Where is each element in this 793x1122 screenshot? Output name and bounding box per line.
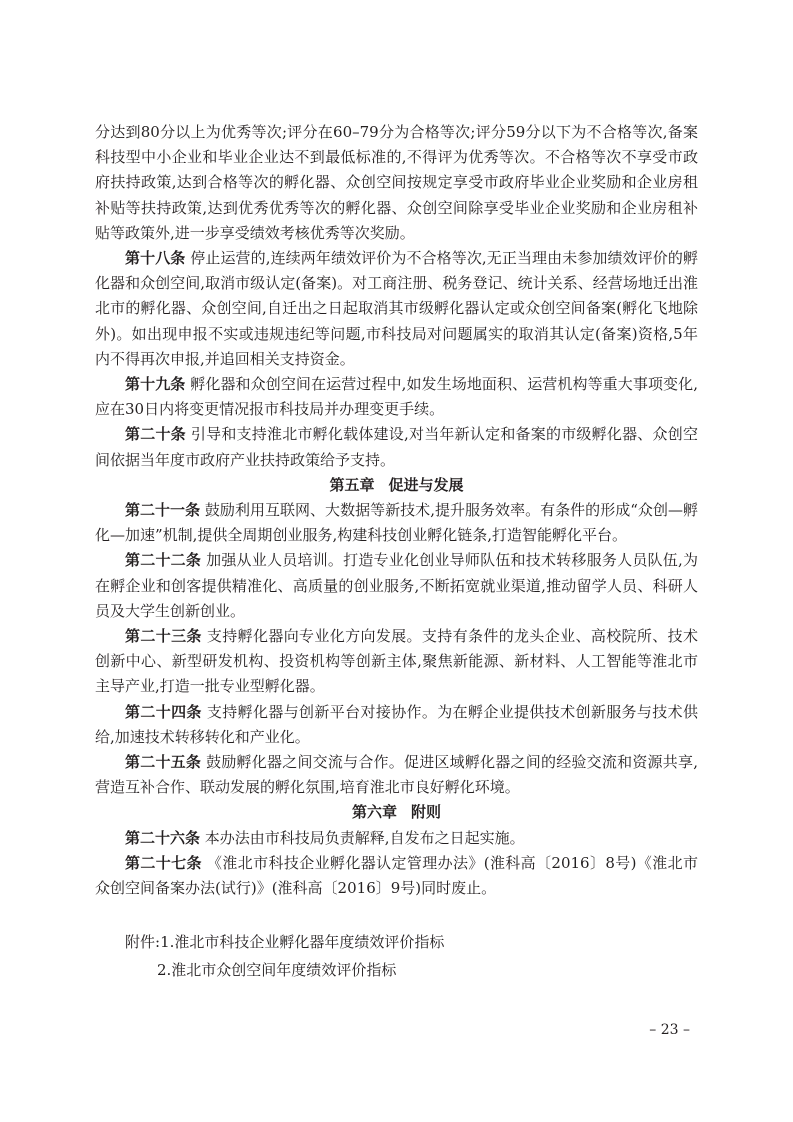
article-number: 第二十二条 <box>125 551 202 570</box>
chapter-title: 附则 <box>411 803 442 822</box>
attachment-item-1 <box>95 928 698 956</box>
article-number: 第二十六条 <box>125 828 201 847</box>
paragraph-continuation: 分达到80分以上为优秀等次;评分在60–79分为合格等次;评分59分以下为不合格等次,备案科技型中小企业和毕业企业达不到最低标准的,不得评为优秀等次。不合格等次不享受市政府扶持政策,达到合格等次的孵化器、众创空间按规定享受市政府毕业企业奖励和企业房租补贴等扶持政策,达到优秀优秀等次的孵化器、众创空间除享受毕业企业奖励和企业房租补贴等政策外,进一步享受绩效考核优秀等次奖励。 <box>95 123 698 242</box>
article-23 <box>95 624 698 700</box>
attachment-label: 附件: <box>125 933 161 951</box>
article-number: 第二十一条 <box>125 501 201 520</box>
article-text: 鼓励孵化器之间交流与合作。促进区域孵化器之间的经验交流和资源共享,营造互补合作、联动发展的孵化氛围,培育淮北市良好孵化环境。 <box>95 753 698 797</box>
chapter-heading-6 <box>95 800 698 825</box>
chapter-number: 第五章 <box>329 475 375 494</box>
article-text: 支持孵化器向专业化方向发展。支持有条件的龙头企业、高校院所、技术创新中心、新型研发机构、投资机构等创新主体,聚焦新能源、新材料、人工智能等淮北市主导产业,打造一批专业型孵化器。 <box>95 627 698 696</box>
article-number: 第二十七条 <box>125 853 202 872</box>
article-number: 第二十五条 <box>125 753 202 772</box>
article-22 <box>95 548 698 624</box>
page-number: – 23 – <box>649 1022 690 1038</box>
article-number: 第二十三条 <box>125 627 202 646</box>
article-27 <box>95 851 698 901</box>
attachments-list <box>95 928 698 984</box>
article-number: 第十八条 <box>125 249 186 268</box>
article-text: 《淮北市科技企业孵化器认定管理办法》(淮科高〔2016〕8号)《淮北市众创空间备案办法(试行)》(淮科高〔2016〕9号)同时废止。 <box>95 853 698 898</box>
article-text: 停止运营的,连续两年绩效评价为不合格等次,无正当理由未参加绩效评价的孵化器和众创空间,取消市级认定(备案)。对工商注册、税务登记、统计关系、经营场地迁出淮北市的孵化器、众创空间,自迁出之日起取消其市级孵化器认定或众创空间备案(孵化飞地除外)。如出现申报不实或违规违纪等问题,市科技局对问题属实的取消其认定(备案)资格,5年内不得再次申报,并追回相关支持资金。 <box>95 249 698 368</box>
article-text: 引导和支持淮北市孵化载体建设,对当年新认定和备案的市级孵化器、众创空间依据当年度市政府产业扶持政策给予支持。 <box>95 425 698 469</box>
article-20 <box>95 422 698 472</box>
article-number: 第十九条 <box>125 375 186 394</box>
article-21 <box>95 498 698 548</box>
attachment-title: 1.淮北市科技企业孵化器年度绩效评价指标 <box>160 933 445 951</box>
article-text: 支持孵化器与创新平台对接协作。为在孵企业提供技术创新服务与技术供给,加速技术转移转化和产业化。 <box>95 702 698 746</box>
article-text: 本办法由市科技局负责解释,自发布之日起实施。 <box>204 828 525 847</box>
chapter-heading-5 <box>95 473 698 498</box>
chapter-title: 促进与发展 <box>388 475 464 494</box>
article-number: 第二十条 <box>125 425 186 444</box>
article-25 <box>95 750 698 800</box>
chapter-number: 第六章 <box>351 803 397 822</box>
attachment-item-2 <box>95 956 698 984</box>
article-18 <box>95 246 698 372</box>
article-26 <box>95 826 698 851</box>
document-body <box>95 120 698 901</box>
article-text: 孵化器和众创空间在运营过程中,如发生场地面积、运营机构等重大事项变化,应在30日内将变更情况报市科技局并办理变更手续。 <box>95 375 698 419</box>
article-number: 第二十四条 <box>125 702 202 721</box>
article-text: 加强从业人员培训。打造专业化创业导师队伍和技术转移服务人员队伍,为在孵企业和创客提供精准化、高质量的创业服务,不断拓宽就业渠道,推动留学人员、科研人员及大学生创新创业。 <box>95 551 698 620</box>
article-text: 鼓励利用互联网、大数据等新技术,提升服务效率。有条件的形成“众创—孵化—加速”机制,提供全周期创业服务,构建科技创业孵化链条,打造智能孵化平台。 <box>95 501 698 545</box>
article-19 <box>95 372 698 422</box>
article-24 <box>95 700 698 750</box>
attachment-title: 2.淮北市众创空间年度绩效评价指标 <box>157 961 397 979</box>
